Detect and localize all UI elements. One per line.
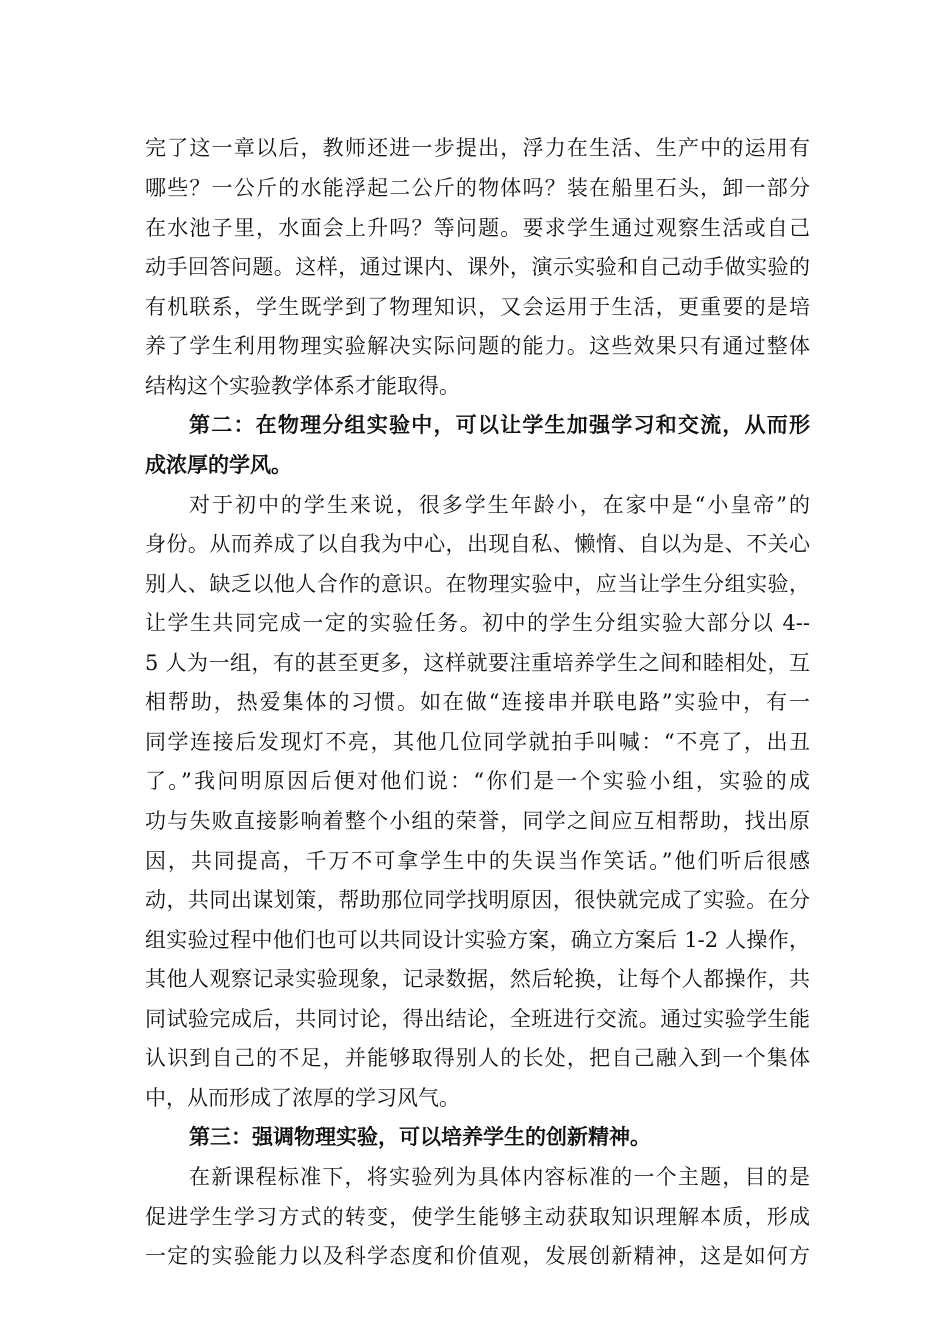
text-line: 让学生共同完成一定的实验任务。初中的学生分组实验大部分以 4-- [145, 611, 810, 635]
text-line: 对于初中的学生来说，很多学生年龄小，在家中是“小皇帝”的 [189, 493, 810, 517]
text-line: 哪些？一公斤的水能浮起二公斤的物体吗？装在船里石头，卸一部分 [145, 176, 810, 200]
text-line: 在水池子里，水面会上升吗？等问题。要求学生通过观察生活或自己 [145, 216, 810, 240]
text-line: 一定的实验能力以及科学态度和价值观，发展创新精神，这是如何方 [145, 1244, 810, 1268]
text-line: 促进学生学习方式的转变，使学生能够主动获取知识理解本质，形成 [145, 1205, 810, 1229]
text-line: 中，从而形成了浓厚的学习风气。 [145, 1086, 460, 1110]
text-line: 动，共同出谋划策，帮助那位同学找明原因，很快就完成了实验。在分 [145, 888, 810, 912]
text-line: 养了学生利用物理实验解决实际问题的能力。这些效果只有通过整体 [145, 334, 810, 358]
text-line: 认识到自己的不足，并能够取得别人的长处，把自己融入到一个集体 [145, 1046, 810, 1070]
text-line: 功与失败直接影响着整个小组的荣誉，同学之间应互相帮助，找出原 [145, 809, 810, 833]
text-line: 组实验过程中他们也可以共同设计实验方案，确立方案后 1-2 人操作， [145, 928, 810, 952]
text-line: 在新课程标准下，将实验列为具体内容标准的一个主题，目的是 [189, 1165, 810, 1189]
text-line: 身份。从而养成了以自我为中心，出现自私、懒惰、自以为是、不关心 [145, 532, 810, 556]
text-line: 同试验完成后，共同讨论，得出结论，全班进行交流。通过实验学生能 [145, 1007, 810, 1031]
text-line: 了。”我问明原因后便对他们说：“你们是一个实验小组，实验的成 [145, 769, 810, 793]
text-line: 别人、缺乏以他人合作的意识。在物理实验中，应当让学生分组实验， [145, 572, 810, 596]
section-heading-3: 第三：强调物理实验，可以培养学生的创新精神。 [189, 1124, 651, 1149]
text-line: 完了这一章以后，教师还进一步提出，浮力在生活、生产中的运用有 [145, 136, 810, 160]
text-line: 因，共同提高，千万不可拿学生中的失误当作笑话。”他们听后很感 [145, 849, 810, 873]
text-line: 同学连接后发现灯不亮，其他几位同学就拍手叫喊：“不亮了，出丑 [145, 730, 810, 754]
section-heading-2: 第二：在物理分组实验中，可以让学生加强学习和交流，从而形 [189, 412, 810, 437]
section-heading-2-cont: 成浓厚的学风。 [145, 452, 292, 477]
text-line: 动手回答问题。这样，通过课内、课外，演示实验和自己动手做实验的 [145, 255, 810, 279]
text-line: 结构这个实验教学体系才能取得。 [145, 374, 460, 398]
text-line: 有机联系，学生既学到了物理知识，又会运用于生活，更重要的是培 [145, 295, 810, 319]
text-line: 其他人观察记录实验现象，记录数据，然后轮换，让每个人都操作，共 [145, 967, 810, 991]
text-line: 5 人为一组，有的甚至更多，这样就要注重培养学生之间和睦相处，互 [145, 651, 810, 675]
text-line: 相帮助，热爱集体的习惯。如在做“连接串并联电路”实验中，有一 [145, 690, 810, 714]
